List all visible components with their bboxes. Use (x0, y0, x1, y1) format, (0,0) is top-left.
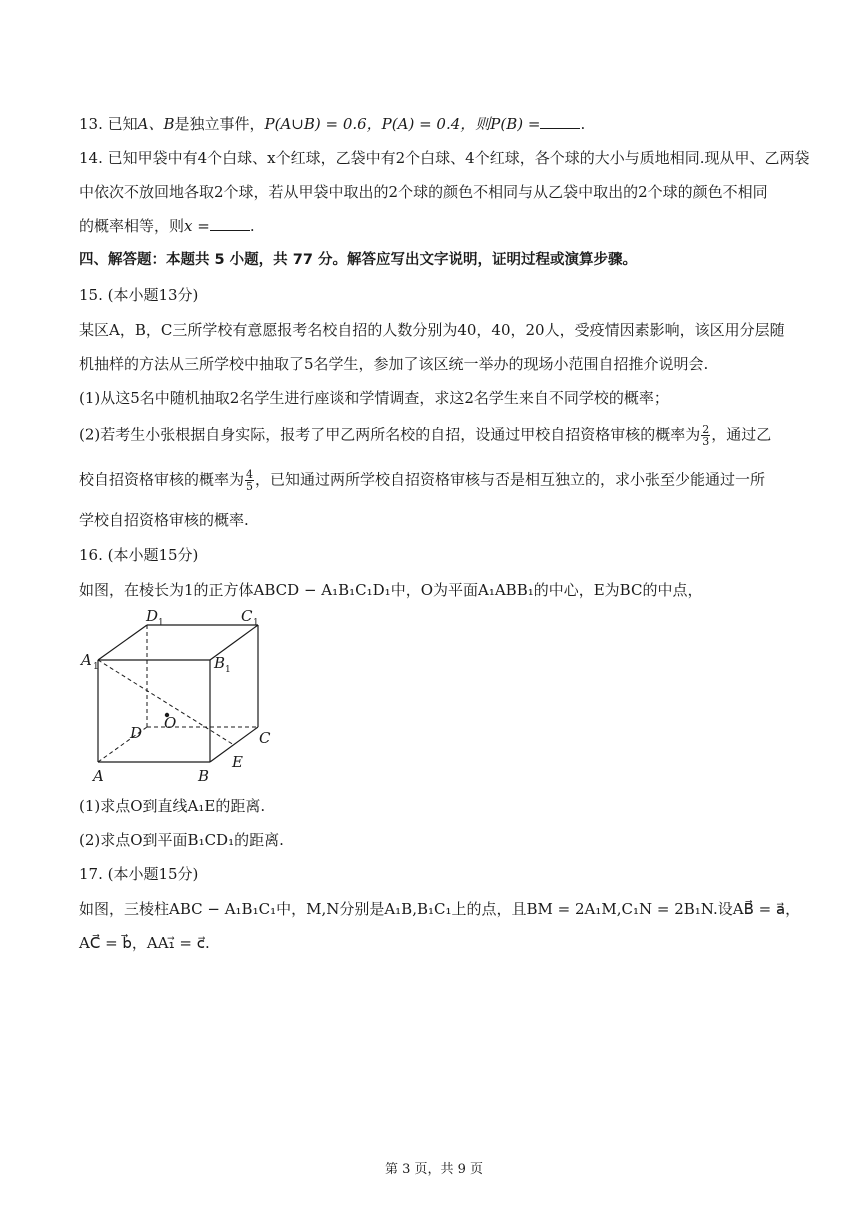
q14-line2: 中依次不放回地各取2个球，若从甲袋中取出的2个球的颜色不相同与从乙袋中取出的2个球的颜色不相同 (79, 183, 768, 201)
q14-line3 (79, 216, 828, 236)
q17-title: 17. (本小题15分) (79, 865, 199, 883)
edge-a1-d1 (98, 625, 147, 660)
label-d1: D (146, 607, 159, 625)
q15-line2: 机抽样的方法从三所学校中抽取了5名学生，参加了该区统一举办的现场小范围自招推介说明会. (79, 355, 709, 373)
label-b: B (198, 767, 210, 785)
label-a1-sub: 1 (93, 662, 99, 672)
q15-lineb-post: ，已知通过两所学校自招资格审核与否是相互独立的，求小张至少能通过一所 (255, 470, 766, 489)
q14-line1: 14. 已知甲袋中有4个白球、x个红球，乙袋中有2个白球、4个红球，各个球的大小与质地相同.现从甲、乙两袋 (79, 149, 810, 167)
q15-line1: 某区A，B，C三所学校有意愿报考名校自招的人数分别为40，40，20人，受疫情因素影响，该区用分层随 (79, 321, 785, 339)
label-b1-sub: 1 (225, 665, 231, 675)
page-footer: 第 3 页，共 9 页 (384, 1162, 484, 1177)
label-a1: A (81, 651, 92, 669)
q15-fraction-4-5 (245, 469, 254, 492)
q13-mid: 是独立事件， (174, 115, 265, 133)
label-c1: C (241, 607, 253, 625)
label-o: O (164, 714, 177, 732)
q16-part2: (2)求点O到平面B₁CD₁的距离. (79, 831, 284, 849)
q15-frac-num: 2 (702, 423, 710, 436)
q15-frac-den: 3 (702, 435, 710, 448)
q15-frac2-num: 4 (246, 468, 254, 481)
q15-part1: (1)从这5名中随机抽取2名学生进行座谈和学情调查，求这2名学生来自不同学校的概率； (79, 389, 669, 407)
q13-expression: P(A∪B) = 0.6，P(A) = 0.4，则P(B) = (264, 115, 541, 133)
q16-line1: 如图，在棱长为1的正方体ABCD − A₁B₁C₁D₁中，O为平面A₁ABB₁的中心，E为BC的中点， (79, 581, 703, 599)
label-c: C (259, 729, 271, 747)
q15-part2-post: ，通过乙 (711, 425, 772, 444)
q15-part2-pre: (2)若考生小张根据自身实际，报考了甲乙两所名校的自招，设通过甲校自招资格审核的概率为 (79, 425, 701, 444)
q13-events: A、B (137, 115, 175, 133)
segment-a1-e (98, 660, 234, 745)
q14-answer-blank[interactable] (210, 216, 250, 231)
q14-line3-pre: 的概率相等，则 (79, 217, 185, 235)
label-b1: B (214, 654, 226, 672)
cube-diagram (75, 605, 285, 790)
q17-line2: AC⃗ = b⃗，AA₁⃗ = c⃗. (79, 934, 210, 952)
label-c1-sub: 1 (253, 618, 259, 628)
q15-line-c: 学校自招资格审核的概率. (79, 511, 249, 529)
label-a: A (93, 767, 104, 785)
label-d1-sub: 1 (158, 618, 164, 628)
q17-line1: 如图，三棱柱ABC − A₁B₁C₁中，M,N分别是A₁B,B₁C₁上的点，且BM = 2A₁M,C₁N = 2B₁N.设AB⃗ = a⃗， (79, 900, 801, 918)
q14-end: . (249, 217, 255, 235)
q13-line (79, 114, 828, 134)
q15-part2 (79, 424, 828, 447)
q15-frac2-den: 5 (246, 480, 254, 493)
q13-prefix: 13. 已知 (79, 115, 138, 133)
q15-line-b (79, 469, 828, 492)
cube-figure (75, 605, 285, 790)
label-e: E (232, 753, 243, 771)
section-4-heading: 四、解答题：本题共 5 小题，共 77 分。解答应写出文字说明，证明过程或演算步骤。 (79, 252, 637, 268)
label-d: D (130, 724, 143, 742)
q15-title: 15. (本小题13分) (79, 286, 199, 304)
q15-lineb-pre: 校自招资格审核的概率为 (79, 470, 245, 489)
q13-answer-blank[interactable] (540, 114, 580, 129)
q16-part1: (1)求点O到直线A₁E的距离. (79, 797, 266, 815)
q16-title: 16. (本小题15分) (79, 546, 199, 564)
q15-fraction-2-3 (701, 424, 710, 447)
q14-variable: x = (184, 217, 210, 235)
q13-end: . (580, 115, 586, 133)
